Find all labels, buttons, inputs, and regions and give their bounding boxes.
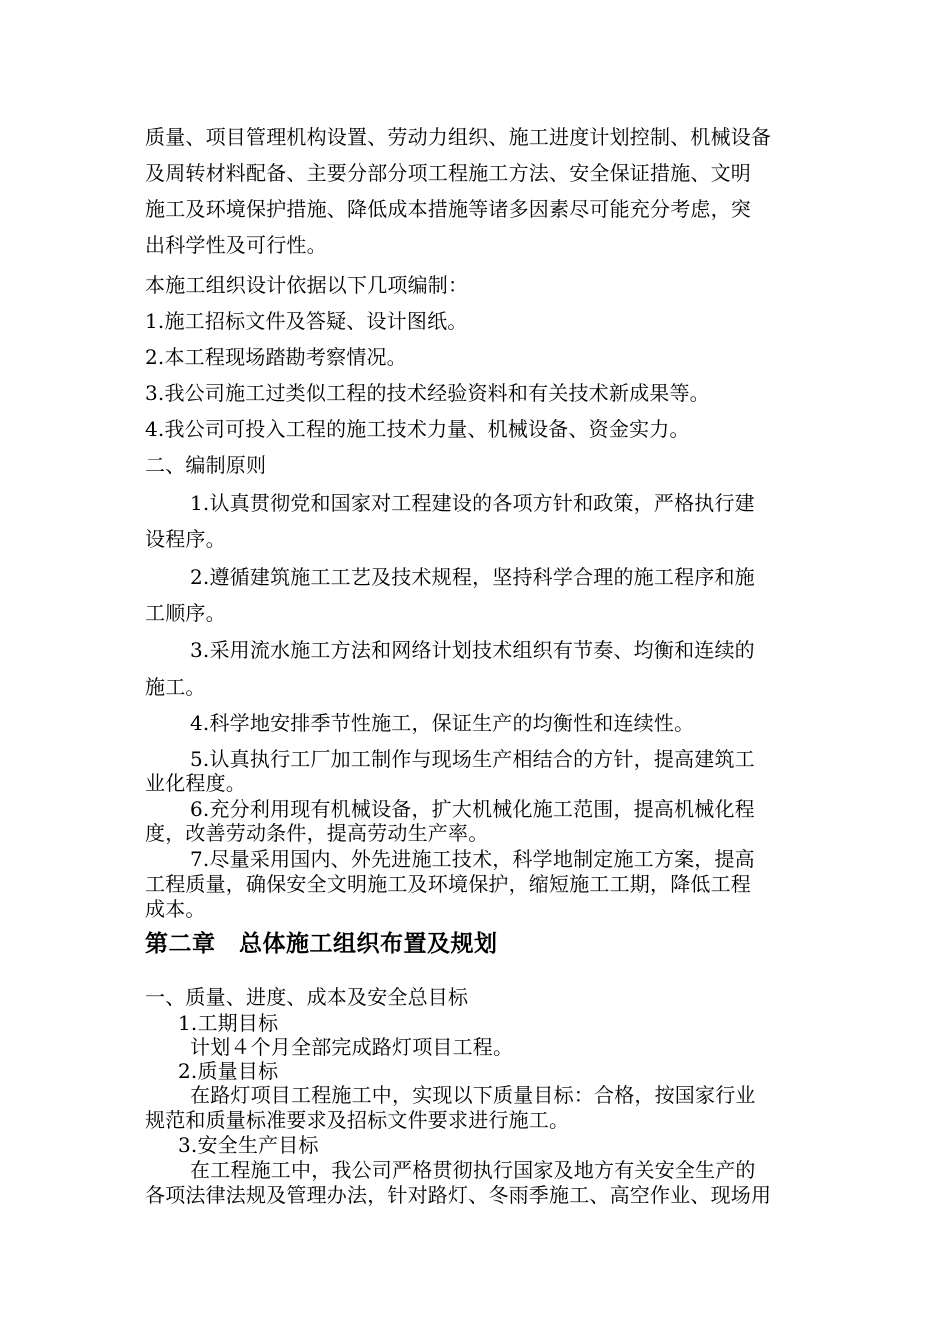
principle-item-cont: 工程质量，确保安全文明施工及环境保护，缩短施工工期，降低工程 (145, 872, 751, 896)
basis-item: 1.施工招标文件及答疑、设计图纸。 (145, 309, 468, 333)
section-title: 一、质量、进度、成本及安全总目标 (145, 985, 469, 1009)
principle-item-cont: 设程序。 (145, 527, 226, 551)
goal-text: 在工程施工中，我公司严格贯彻执行国家及地方有关安全生产的 (190, 1158, 756, 1182)
principle-item-cont: 业化程度。 (145, 771, 246, 795)
goal-text: 在路灯项目工程施工中，实现以下质量目标：合格，按国家行业 (190, 1083, 756, 1107)
goal-title: 2.质量目标 (178, 1059, 279, 1083)
intro-para-line: 质量、项目管理机构设置、劳动力组织、施工进度计划控制、机械设备 (145, 125, 772, 149)
principle-item-cont: 工顺序。 (145, 601, 226, 625)
goal-text-cont: 规范和质量标准要求及招标文件要求进行施工。 (145, 1108, 570, 1132)
intro-para-line: 及周转材料配备、主要分部分项工程施工方法、安全保证措施、文明 (145, 161, 751, 185)
principle-item: 5.认真执行工厂加工制作与现场生产相结合的方针，提高建筑工 (190, 747, 755, 771)
goal-text-cont: 各项法律法规及管理办法，针对路灯、冬雨季施工、高空作业、现场用 (145, 1183, 772, 1207)
principle-item: 7.尽量采用国内、外先进施工技术，科学地制定施工方案，提高 (190, 847, 755, 871)
principle-item: 3.采用流水施工方法和网络计划技术组织有节奏、均衡和连续的 (190, 638, 755, 662)
principle-item: 2.遵循建筑施工工艺及技术规程，坚持科学合理的施工程序和施 (190, 565, 755, 589)
basis-title: 本施工组织设计依据以下几项编制： (145, 273, 469, 297)
principle-item: 4.科学地安排季节性施工，保证生产的均衡性和连续性。 (190, 711, 695, 735)
intro-para-line: 施工及环境保护措施、降低成本措施等诸多因素尽可能充分考虑，突 (145, 197, 751, 221)
principle-item: 1.认真贯彻党和国家对工程建设的各项方针和政策，严格执行建 (190, 491, 755, 515)
principle-item-cont: 施工。 (145, 675, 206, 699)
principles-title: 二、编制原则 (145, 453, 267, 477)
intro-para-line: 出科学性及可行性。 (145, 233, 327, 257)
basis-item: 2.本工程现场踏勘考察情况。 (145, 345, 407, 369)
goal-title: 1.工期目标 (178, 1011, 279, 1035)
principle-item-cont: 成本。 (145, 897, 206, 921)
goal-title: 3.安全生产目标 (178, 1133, 319, 1157)
basis-item: 3.我公司施工过类似工程的技术经验资料和有关技术新成果等。 (145, 381, 710, 405)
goal-text: 计划４个月全部完成路灯项目工程。 (190, 1035, 514, 1059)
principle-item: 6.充分利用现有机械设备，扩大机械化施工范围，提高机械化程 (190, 797, 755, 821)
chapter-heading: 第二章 总体施工组织布置及规划 (145, 931, 498, 957)
basis-item: 4.我公司可投入工程的施工技术力量、机械设备、资金实力。 (145, 417, 690, 441)
principle-item-cont: 度，改善劳动条件，提高劳动生产率。 (145, 821, 489, 845)
